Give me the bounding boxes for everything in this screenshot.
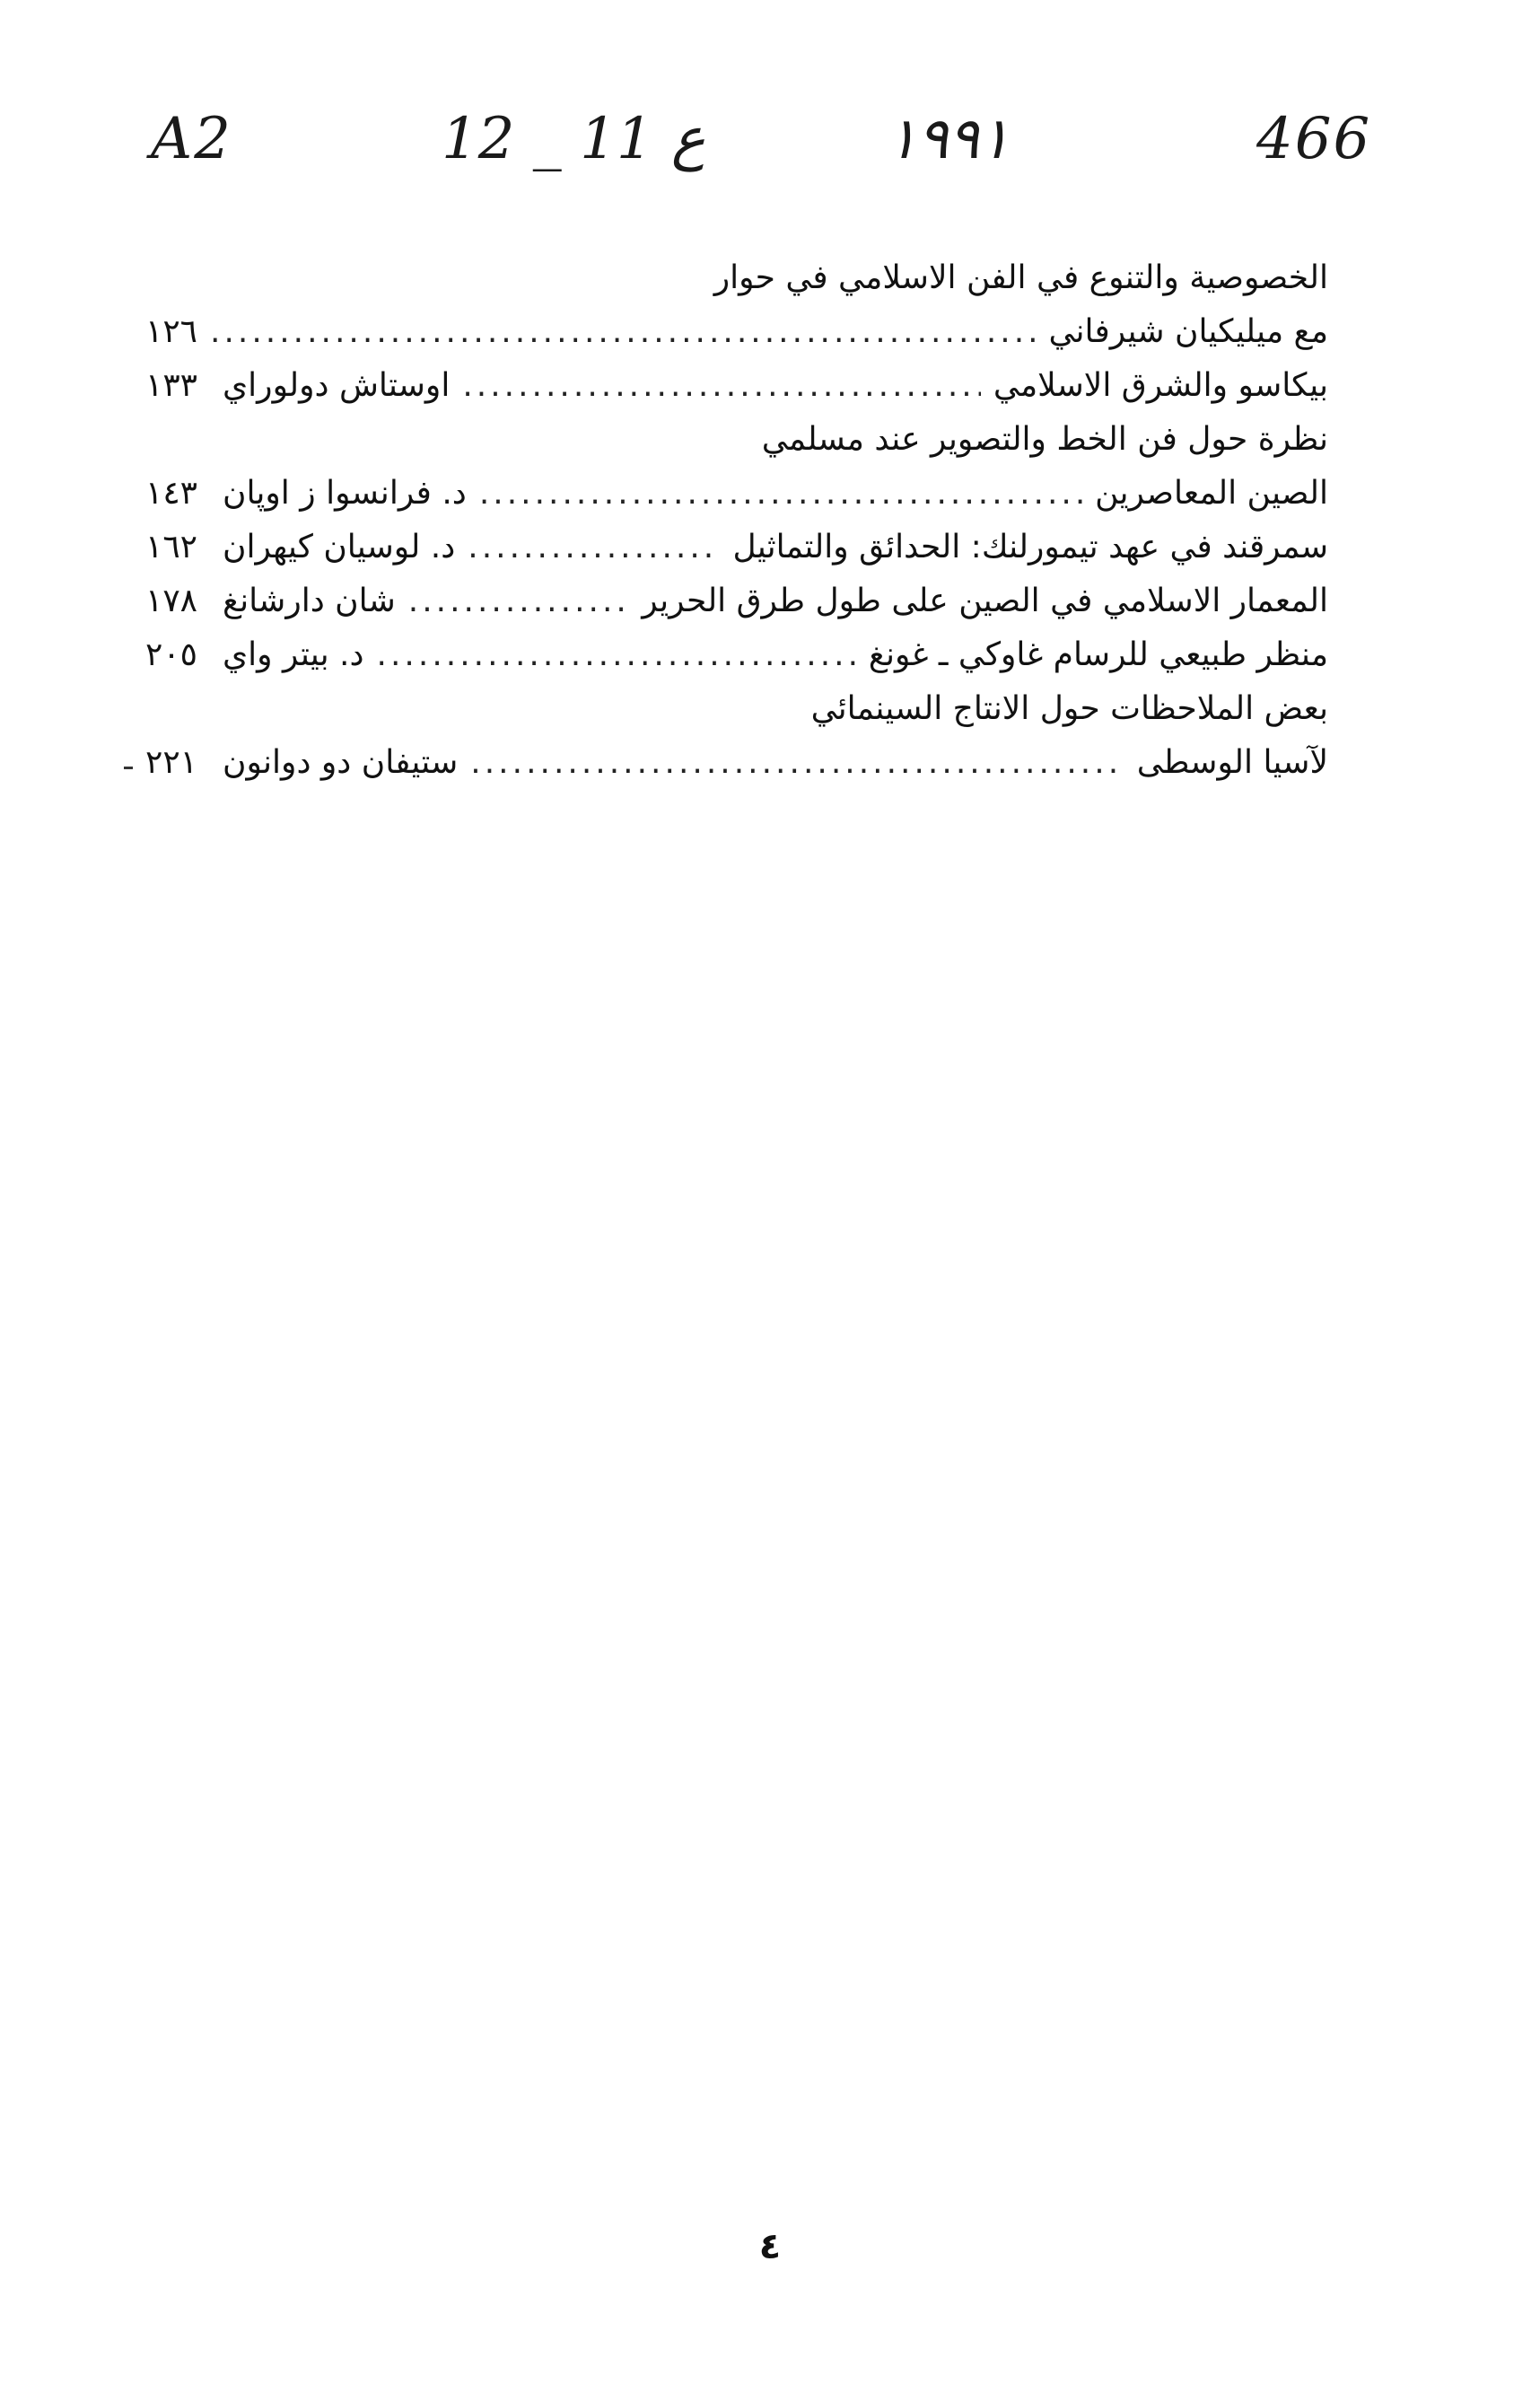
page-number: ٤ xyxy=(758,2226,782,2267)
toc-row xyxy=(99,682,1328,736)
toc-title: الخصوصية والتنوع في الفن الاسلامي في حوار xyxy=(713,259,1328,296)
leader-dots xyxy=(210,305,1036,359)
handwritten-annotation: ١٩٩١ xyxy=(887,106,1011,172)
handwritten-annotation: 12 _ 11 ع xyxy=(442,106,706,172)
toc-title: مع ميليكيان شيرفاني xyxy=(1048,313,1328,350)
toc-title: المعمار الاسلامي في الصين على طول طرق الحرير xyxy=(642,583,1328,619)
toc-author: د. فرانسوا ز اوپان xyxy=(223,475,467,512)
toc-page-number: ١٣٣ xyxy=(144,367,197,404)
toc-row xyxy=(99,413,1328,467)
toc-row xyxy=(99,628,1328,682)
toc-title: بيكاسو والشرق الاسلامي xyxy=(993,367,1328,404)
toc-page-number: ١٦٢ xyxy=(144,529,197,565)
toc-author: اوستاش دولوراي xyxy=(223,367,451,404)
leader-dots xyxy=(377,628,856,682)
toc-row xyxy=(99,251,1328,305)
toc-row xyxy=(99,521,1328,574)
scan-speck xyxy=(124,767,133,769)
toc-author: شان دارشانغ xyxy=(223,583,396,619)
toc-page-number: ٢٠٥ xyxy=(144,636,197,673)
handwritten-annotation: 466 xyxy=(1256,106,1372,172)
toc-title: نظرة حول فن الخط والتصوير عند مسلمي xyxy=(761,421,1328,458)
toc-title: سمرقند في عهد تيمورلنك: الحدائق والتماثيل xyxy=(732,529,1328,565)
leader-dots xyxy=(408,574,629,628)
leader-dots xyxy=(479,467,1082,521)
toc-title: منظر طبيعي للرسام غاوكي ـ غونغ xyxy=(868,636,1328,673)
toc-author: د. بيتر واي xyxy=(223,636,364,673)
leader-dots xyxy=(462,359,981,413)
leader-dots xyxy=(468,521,720,574)
toc-title: لآسيا الوسطى xyxy=(1136,744,1328,781)
toc-page-number: ١٧٨ xyxy=(144,583,197,619)
toc-row xyxy=(99,736,1328,790)
toc-row xyxy=(99,574,1328,628)
toc-title: بعض الملاحظات حول الانتاج السينمائي xyxy=(810,690,1328,727)
table-of-contents xyxy=(99,251,1328,790)
toc-author: د. لوسيان كيهران xyxy=(223,529,456,565)
toc-row xyxy=(99,359,1328,413)
leader-dots xyxy=(470,736,1124,790)
toc-author: ستيفان دو دوانون xyxy=(223,744,459,781)
handwritten-annotation: A2 xyxy=(151,106,232,172)
toc-row xyxy=(99,467,1328,521)
toc-page-number: ١٤٣ xyxy=(144,475,197,512)
toc-title: الصين المعاصرين xyxy=(1095,475,1328,512)
toc-row xyxy=(99,305,1328,359)
toc-page-number: ٢٢١ xyxy=(144,744,197,781)
toc-page-number: ١٢٦ xyxy=(144,313,197,350)
